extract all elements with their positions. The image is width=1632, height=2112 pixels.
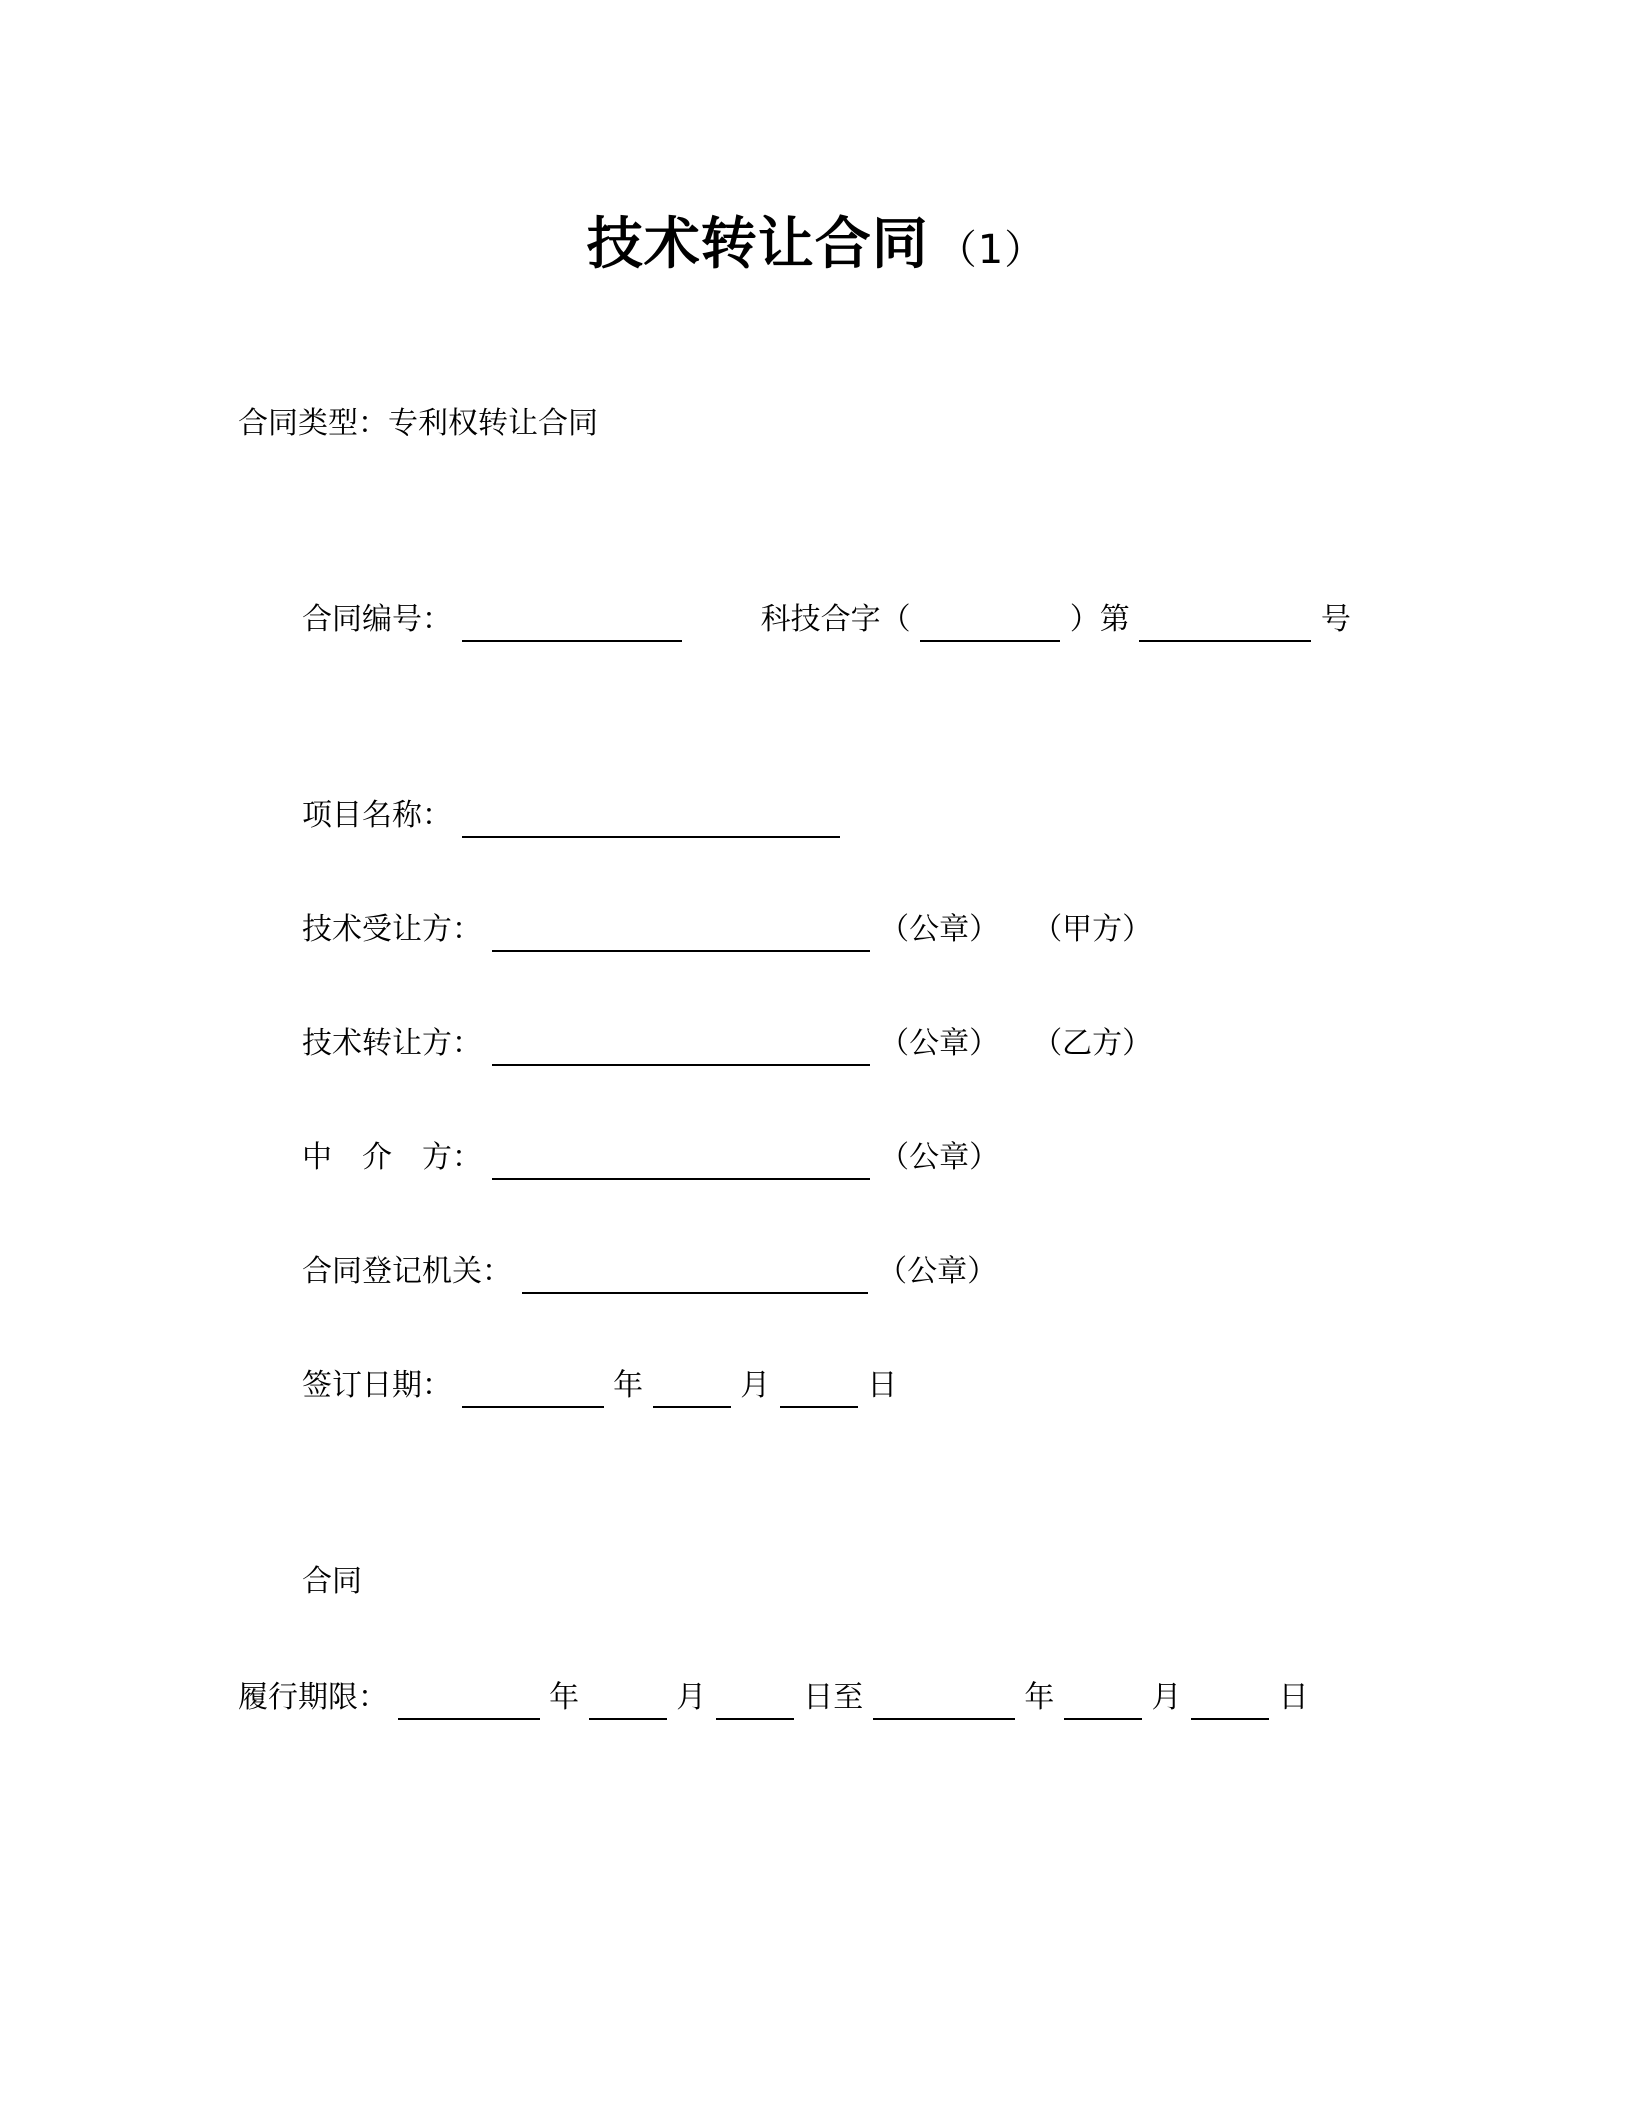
sign-day-label: 日: [867, 1368, 898, 1403]
assignee-row: [302, 908, 1152, 952]
term-end-year-blank[interactable]: [873, 1680, 1015, 1720]
sign-year-label: 年: [613, 1368, 644, 1403]
contract-word-row: [302, 1560, 362, 1604]
term-end-month-blank[interactable]: [1064, 1680, 1142, 1720]
term-end-day-blank[interactable]: [1191, 1680, 1269, 1720]
project-name-label: 项目名称：: [302, 798, 452, 833]
term-start-month-label: 月: [676, 1680, 707, 1715]
contract-type-label: 合同类型：: [238, 406, 388, 441]
contract-number-row: [302, 598, 1351, 642]
assignor-blank[interactable]: [492, 1026, 870, 1066]
registry-row: [302, 1250, 997, 1294]
term-end-month-label: 月: [1151, 1680, 1182, 1715]
term-row: [238, 1676, 1309, 1720]
sign-month-label: 月: [740, 1368, 771, 1403]
contract-type-row: [238, 402, 598, 446]
contract-no-year-blank[interactable]: [920, 602, 1060, 642]
assignor-seal: （公章）: [879, 1026, 1000, 1061]
intermediary-row: [302, 1136, 999, 1180]
intermediary-label: 中 介 方：: [302, 1140, 482, 1175]
assignor-row: [302, 1022, 1152, 1066]
contract-word: 合同: [302, 1564, 362, 1599]
registry-label: 合同登记机关：: [302, 1254, 512, 1289]
document-title: [0, 200, 1632, 280]
intermediary-seal: （公章）: [879, 1140, 1000, 1175]
assignee-label: 技术受让方：: [302, 912, 482, 947]
assignee-seal: （公章）: [879, 912, 1000, 947]
intermediary-blank[interactable]: [492, 1140, 870, 1180]
term-day-to-label: 日至: [803, 1680, 864, 1715]
sign-day-blank[interactable]: [780, 1368, 858, 1408]
contract-no-prefix: 科技合字（: [760, 602, 911, 637]
term-start-month-blank[interactable]: [589, 1680, 667, 1720]
contract-no-suffix: 号: [1320, 602, 1351, 637]
project-name-blank[interactable]: [462, 798, 840, 838]
party-b-label: （乙方）: [1032, 1026, 1153, 1061]
contract-no-label: 合同编号：: [302, 602, 452, 637]
sign-year-blank[interactable]: [462, 1368, 604, 1408]
term-start-year-blank[interactable]: [398, 1680, 540, 1720]
registry-seal: （公章）: [877, 1254, 998, 1289]
term-end-year-label: 年: [1024, 1680, 1055, 1715]
registry-blank[interactable]: [522, 1254, 868, 1294]
term-label: 履行期限：: [238, 1680, 388, 1715]
contract-no-serial-blank[interactable]: [1139, 602, 1311, 642]
term-start-day-blank[interactable]: [716, 1680, 794, 1720]
contract-type-value: 专利权转让合同: [388, 406, 598, 441]
assignee-blank[interactable]: [492, 912, 870, 952]
sign-month-blank[interactable]: [653, 1368, 731, 1408]
project-name-row: [302, 794, 840, 838]
sign-date-label: 签订日期：: [302, 1368, 452, 1403]
term-end-day-label: 日: [1278, 1680, 1309, 1715]
title-text: 技术转让合同: [586, 212, 929, 277]
sign-date-row: [302, 1364, 897, 1408]
title-suffix: （1）: [936, 227, 1046, 273]
term-start-year-label: 年: [549, 1680, 580, 1715]
contract-no-blank[interactable]: [462, 602, 682, 642]
party-a-label: （甲方）: [1032, 912, 1153, 947]
assignor-label: 技术转让方：: [302, 1026, 482, 1061]
contract-no-mid: ）第: [1069, 602, 1130, 637]
